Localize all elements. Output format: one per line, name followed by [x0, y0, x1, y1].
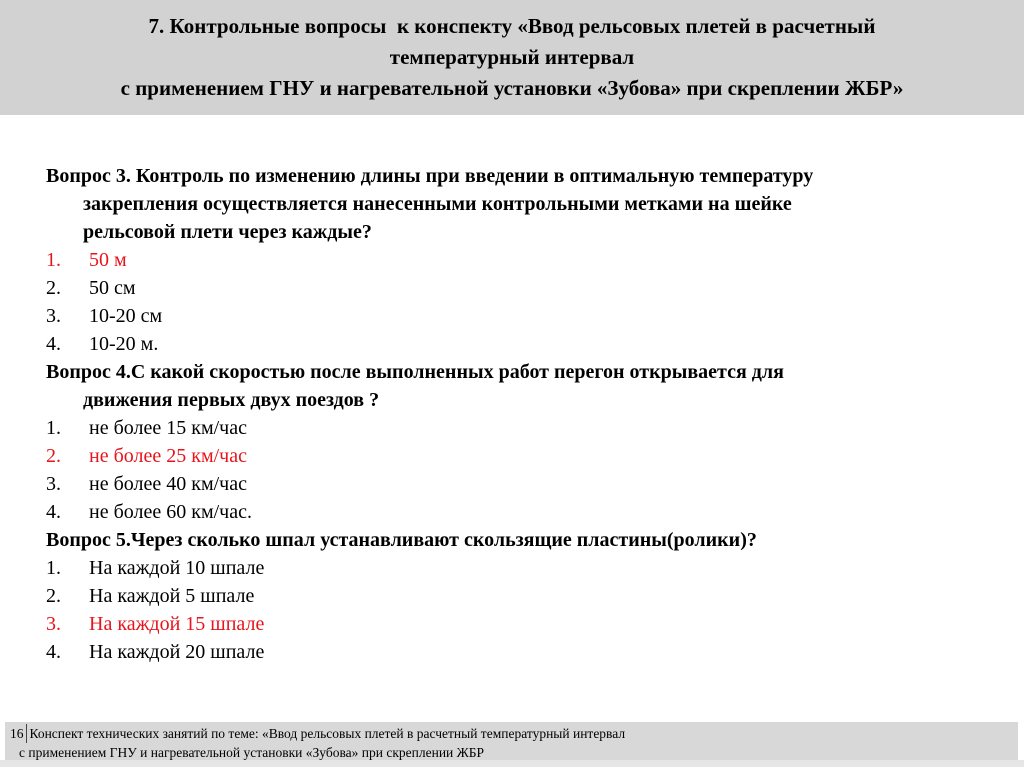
slide-title-line: температурный интервал	[389, 45, 635, 69]
footer-line	[10, 724, 1010, 743]
answer-option	[46, 582, 974, 610]
question-block-5	[46, 526, 974, 666]
slide-title-line: 7. Контрольные вопросы к конспекту «Ввод рельсовых плетей в расчетный	[148, 14, 876, 38]
slide-body	[0, 115, 1024, 666]
question-3-text: Вопрос 3. Контроль по изменению длины при введении в оптимальную температуру	[46, 165, 814, 187]
answer-number: 3.	[46, 473, 61, 495]
answer-text: 10-20 м.	[89, 333, 159, 355]
answer-option	[46, 302, 974, 330]
answer-text: На каждой 15 шпале	[89, 613, 265, 635]
page-number: 16	[10, 724, 27, 743]
answer-text: На каждой 5 шпале	[89, 585, 255, 607]
answer-number: 3.	[46, 305, 61, 327]
answer-option	[46, 246, 974, 274]
answer-number: 4.	[46, 641, 61, 663]
footer-text: Конспект технических занятий по теме: «Ввод рельсовых плетей в расчетный температурный интервал	[29, 726, 626, 741]
slide-title-line: с применением ГНУ и нагревательной установки «Зубова» при скреплении ЖБР»	[120, 76, 904, 100]
answer-text: 50 м	[89, 249, 127, 271]
answer-text: 50 см	[89, 277, 136, 299]
answer-number: 1.	[46, 417, 61, 439]
question-3-text: рельсовой плети через каждые?	[83, 221, 372, 243]
answer-number: 2.	[46, 445, 61, 467]
question-block-3	[46, 162, 974, 358]
answer-number: 1.	[46, 557, 61, 579]
answer-text: На каждой 10 шпале	[89, 557, 265, 579]
answer-text: 10-20 см	[89, 305, 163, 327]
answer-option	[46, 498, 974, 526]
footer-text: с применением ГНУ и нагревательной установки «Зубова» при скреплении ЖБР	[19, 745, 485, 760]
slide-title-bar	[0, 0, 1024, 115]
question-3-text: закрепления осуществляется нанесенными контрольными метками на шейке	[83, 193, 792, 215]
question-5-text: Вопрос 5.Через сколько шпал устанавливают скользящие пластины(ролики)?	[46, 529, 757, 551]
answer-option	[46, 274, 974, 302]
answer-option	[46, 610, 974, 638]
answer-number: 2.	[46, 585, 61, 607]
question-3-answers	[46, 246, 974, 358]
answer-option	[46, 470, 974, 498]
answer-option	[46, 638, 974, 666]
answer-text: не более 25 км/час	[89, 445, 247, 467]
answer-text: не более 40 км/час	[89, 473, 247, 495]
answer-text: не более 15 км/час	[89, 417, 247, 439]
question-4-answers	[46, 414, 974, 526]
question-4-text: движения первых двух поездов ?	[83, 389, 380, 411]
answer-option	[46, 554, 974, 582]
bottom-strip	[0, 760, 1024, 767]
question-4-text: Вопрос 4.С какой скоростью после выполненных работ перегон открывается для	[46, 361, 784, 383]
answer-text: На каждой 20 шпале	[89, 641, 265, 663]
answer-text: не более 60 км/час.	[89, 501, 252, 523]
slide-footer	[5, 722, 1018, 760]
answer-number: 3.	[46, 613, 61, 635]
answer-number: 1.	[46, 249, 61, 271]
question-block-4	[46, 358, 974, 526]
question-5-answers	[46, 554, 974, 666]
answer-option	[46, 414, 974, 442]
answer-number: 4.	[46, 501, 61, 523]
answer-number: 4.	[46, 333, 61, 355]
answer-number: 2.	[46, 277, 61, 299]
answer-option	[46, 442, 974, 470]
answer-option	[46, 330, 974, 358]
